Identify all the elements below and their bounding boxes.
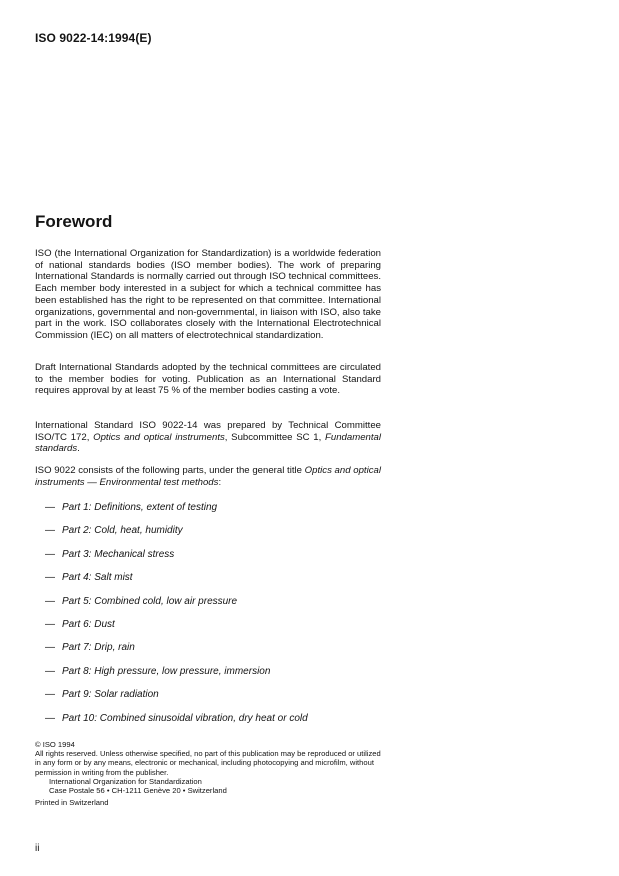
publisher-organization: International Organization for Standardization [49, 776, 202, 786]
part-title: Part 2: Cold, heat, humidity [62, 525, 183, 537]
dash-bullet: — [45, 618, 55, 630]
list-item [45, 566, 308, 589]
list-item [45, 590, 308, 613]
paragraph-4-text-b: : [218, 476, 222, 488]
dash-bullet: — [45, 548, 55, 560]
part-title: Part 8: High pressure, low pressure, immersion [62, 665, 271, 677]
foreword-paragraph-3 [35, 420, 381, 455]
part-title: Part 3: Mechanical stress [62, 548, 175, 560]
rights-notice: All rights reserved. Unless otherwise specified, no part of this publication may be reproduced or utilized in any form or by any means, electronic or mechanical, including photocopying and microfilm, without permission in writing from the publisher. [35, 749, 381, 777]
dash-bullet: — [45, 502, 55, 513]
publisher-address: Case Postale 56 • CH-1211 Genève 20 • Switzerland [49, 786, 227, 796]
foreword-heading: Foreword [35, 212, 113, 231]
copyright-line: © ISO 1994 [35, 740, 75, 749]
paragraph-3-text-a: International Standard ISO 9022-14 was prepared by Technical Committee ISO/TC 172, [35, 420, 381, 443]
foreword-paragraph-1: ISO (the International Organization for Standardization) is a worldwide federation of national standards bodies (ISO member bodies). The work of preparing International Standards is normally carried out through ISO technical committees. Each member body interested in a subject for which a technical committee has been established has the right to be represented on that committee. International organizations, governmental and non-governmental, in liaison with ISO, also take part in the work. ISO collaborates closely with the International Electrotechnical Commission (IEC) on all matters of electrotechnical standardization. [35, 248, 381, 341]
dash-bullet: — [45, 689, 55, 701]
part-title: Part 7: Drip, rain [62, 642, 135, 654]
part-title: Part 10: Combined sinusoidal vibration, dry heat or cold [62, 712, 308, 724]
dash-bullet: — [45, 595, 55, 607]
part-title: Part 6: Dust [62, 618, 115, 630]
part-title: Part 9: Solar radiation [62, 689, 159, 701]
committee-title: Optics and optical instruments [93, 431, 225, 443]
list-item [45, 683, 308, 706]
dash-bullet: — [45, 665, 55, 677]
part-title: Part 1: Definitions, extent of testing [62, 502, 218, 513]
page-number: ii [35, 843, 40, 854]
copyright-block [35, 740, 385, 807]
list-item [45, 707, 308, 730]
paragraph-4-text-a: ISO 9022 consists of the following parts, under the general title [35, 465, 305, 476]
general-title: Optics and optical instruments — Environmental test methods [35, 465, 381, 488]
list-item [45, 613, 308, 636]
paragraph-3-text-c: . [77, 443, 80, 455]
paragraph-3-text-b: , Subcommittee SC 1, [224, 431, 326, 443]
list-item [45, 496, 308, 519]
dash-bullet: — [45, 572, 55, 584]
dash-bullet: — [45, 642, 55, 654]
dash-bullet: — [45, 712, 55, 724]
list-item [45, 636, 308, 659]
part-title: Part 5: Combined cold, low air pressure [62, 595, 238, 607]
list-item [45, 543, 308, 566]
dash-bullet: — [45, 525, 55, 537]
document-id-header: ISO 9022-14:1994(E) [35, 31, 152, 45]
foreword-paragraph-4 [35, 465, 381, 488]
list-item [45, 660, 308, 683]
part-title: Part 4: Salt mist [62, 572, 133, 584]
printed-in: Printed in Switzerland [35, 798, 109, 808]
foreword-paragraph-2: Draft International Standards adopted by the technical committees are circulated to the member bodies for voting. Publication as an International Standard requires approval by at least 75 % of the member bodies casting a vote. [35, 362, 381, 397]
parts-list [45, 496, 308, 730]
subcommittee-title: Fundamental standards [35, 431, 382, 455]
list-item [45, 519, 308, 542]
